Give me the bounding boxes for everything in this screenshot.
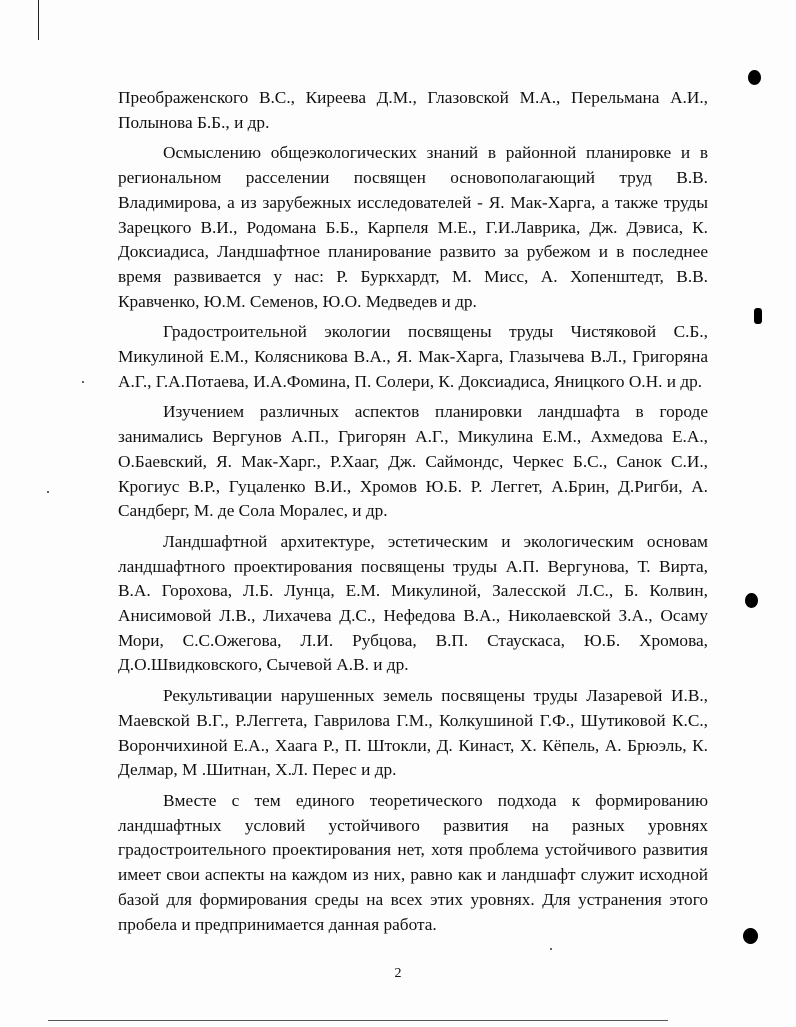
paragraph-conclusion: Вместе с тем единого теоретического подхода к формированию ландшафтных условий устойчивого развития на разных уровнях градостроительного проектирования нет, хотя проблема устойчивого развития имеет свои аспекты на каждом из них, равно как и ландшафт служит исходной базой для формирования среды на всех этих уровнях. Для устранения этого пробела и предпринимается данная работа. bbox=[118, 790, 708, 934]
punch-hole-mark bbox=[743, 928, 758, 944]
page-number: 2 bbox=[394, 966, 402, 981]
paragraph-regional-planning: Осмыслению общеэкологических знаний в районной планировке и в региональном расселении посвящен основополагающий труд В.В. Владимирова, а из зарубежных исследователей - Я. Мак-Харга, а также труды Зарецкого В.И., Родомана Б.Б., Карпеля М.Е., Г.И.Лаврика, Дж. Дэвиса, К. Доксиадиса, Ландшафтное планирование развито за рубежом и в последнее время развивается у нас: Р. Буркхардт, М. Мисс, А. Хопенштедт, В.В. Кравченко, Ю.М. Семенов, Ю.О. Медведев и др. bbox=[118, 143, 708, 311]
paragraph-continuation: Преображенского В.С., Киреева Д.М., Глазовской М.А., Перельмана А.И., Полынова Б.Б., и др. bbox=[118, 88, 708, 132]
scan-speck bbox=[550, 948, 552, 950]
paragraph-landscape-architecture: Ландшафтной архитектуре, эстетическим и экологическим основам ландшафтного проектирования посвящены труды А.П. Вергунова, Т. Вирта, В.А. Горохова, Л.Б. Лунца, Е.М. Микулиной, Залесской Л.С., Б. Колвин, Анисимовой Л.В., Лихачева Д.С., Нефедова В.А., Николаевской З.А., Осаму Мори, С.С.Ожегова, Л.И. Рубцова, В.П. Стаускаса, Ю.Б. Хромова, Д.О.Швидковского, Сычевой А.В. и др. bbox=[118, 531, 708, 675]
paragraph-landscape-planning: Изучением различных аспектов планировки ландшафта в городе занимались Вергунов А.П., Григорян А.Г., Микулина Е.М., Ахмедова Е.А., О.Баевский, Я. Мак-Харг., Р.Хааг, Дж. Саймондс, Черкес Б.С., Санок С.И., Крогиус В.Р., Гуцаленко В.И., Хромов Ю.Б. Р. Леггет, А.Брин, Д.Ригби, А. Сандберг, М. де Сола Моралес, и др. bbox=[118, 402, 708, 521]
scan-speck bbox=[82, 381, 84, 383]
scan-bottom-line bbox=[48, 1020, 668, 1021]
punch-hole-mark bbox=[748, 70, 761, 85]
punch-hole-mark bbox=[745, 593, 758, 608]
scan-margin-line bbox=[38, 0, 39, 40]
scan-speck bbox=[47, 491, 49, 493]
punch-hole-mark bbox=[754, 308, 762, 324]
paragraph-urban-ecology: Градостроительной экологии посвящены труды Чистяковой С.Б., Микулиной Е.М., Колясникова В.А., Я. Мак-Харга, Глазычева В.Л., Григоряна А.Г., Г.А.Потаева, И.А.Фомина, П. Солери, К. Доксиадиса, Яницкого О.Н. и др. bbox=[118, 322, 708, 391]
document-body bbox=[118, 86, 708, 943]
paragraph-reclamation: Рекультивации нарушенных земель посвящены труды Лазаревой И.В., Маевской В.Г., Р.Леггета, Гаврилова Г.М., Колкушиной Г.Ф., Шутиковой К.С., Ворончихиной Е.А., Хаага Р., П. Штокли, Д. Кинаст, Х. Кёпель, А. Брюэль, К. Делмар, М .Шитнан, Х.Л. Перес и др. bbox=[118, 686, 708, 780]
